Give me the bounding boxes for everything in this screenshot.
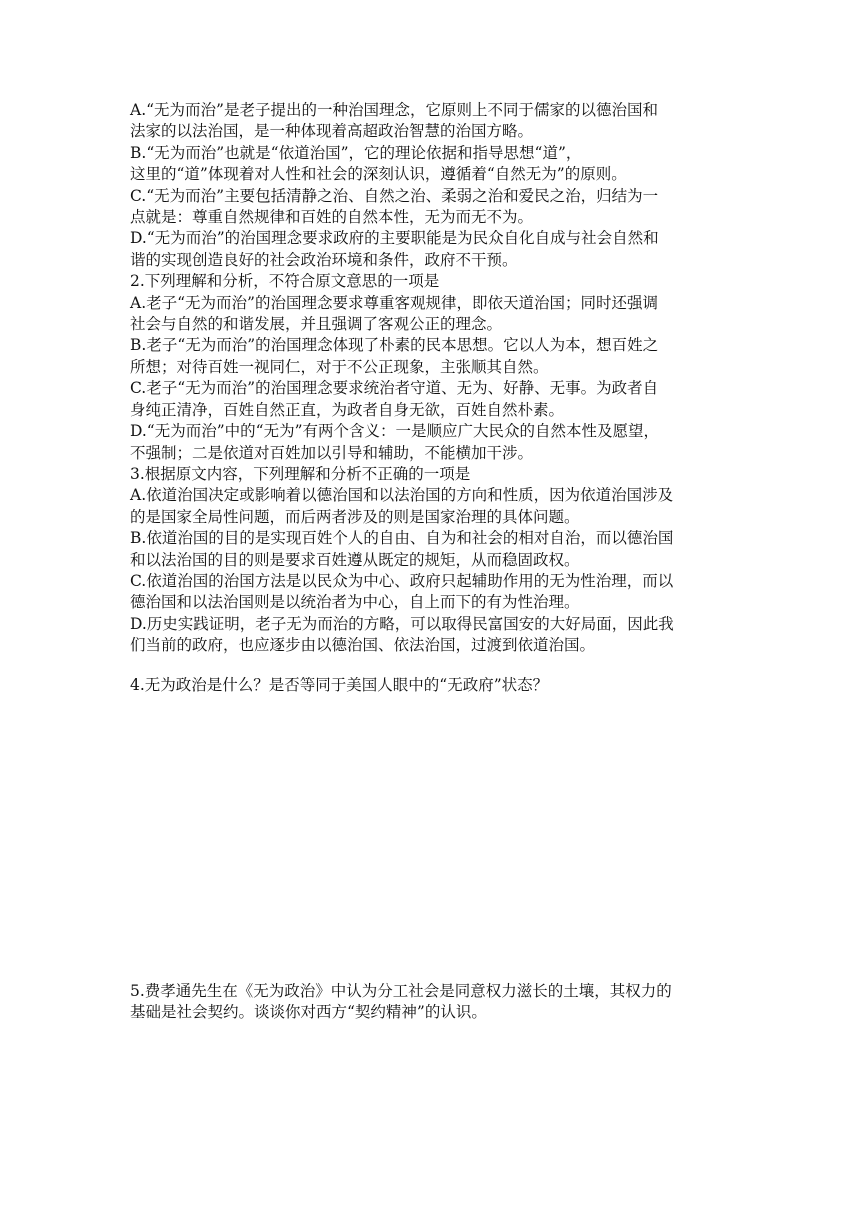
text-line: C.依道治国的治国方法是以民众为中心、政府只起辅助作用的无为性治理，而以 xyxy=(130,571,674,590)
q2-option-d xyxy=(130,421,740,464)
text-line: B.依道治国的目的是实现百姓个人的自由、自为和社会的相对自治，而以德治国 xyxy=(130,529,674,548)
text-line: D.“无为而治”的治国理念要求政府的主要职能是为民众自化自成与社会自然和 xyxy=(130,229,659,248)
text-line: 社会与自然的和谐发展，并且强调了客观公正的理念。 xyxy=(130,315,503,334)
q3-option-a xyxy=(130,485,740,528)
text-line: 德治国和以法治国则是以统治者为中心，自上而下的有为性治理。 xyxy=(130,593,580,612)
text-line: 所想；对待百姓一视同仁，对于不公正现象，主张顺其自然。 xyxy=(130,357,549,376)
q3-option-d xyxy=(130,614,740,657)
q1-option-a xyxy=(130,100,740,143)
q4-stem: 4.无为政治是什么？是否等同于美国人眼中的“无政府”状态？ xyxy=(130,675,549,694)
text-line: C.“无为而治”主要包括清静之治、自然之治、柔弱之治和爱民之治，归结为一 xyxy=(130,186,659,205)
text-line: 和以法治国的目的则是要求百姓遵从既定的规矩，从而稳固政权。 xyxy=(130,550,580,569)
q3-option-b xyxy=(130,528,740,571)
q2-option-a xyxy=(130,293,740,336)
text-line: A.“无为而治”是老子提出的一种治国理念，它原则上不同于儒家的以德治国和 xyxy=(130,101,658,119)
q2-option-c xyxy=(130,378,740,421)
question-text-block xyxy=(130,100,740,1024)
text-line: B.“无为而治”也就是“依道治国”，它的理论依据和指导思想“道”， xyxy=(130,143,582,162)
q5-stem xyxy=(130,981,740,1024)
text-line: C.老子“无为而治”的治国理念要求统治者守道、无为、好静、无事。为政者自 xyxy=(130,379,659,398)
q1-option-b xyxy=(130,143,740,186)
text-line: 点就是：尊重自然规律和百姓的自然本性，无为而无不为。 xyxy=(130,208,534,227)
text-line: 5.费孝通先生在《无为政治》中认为分工社会是同意权力滋长的土壤，其权力的 xyxy=(130,981,672,1000)
text-line: 法家的以法治国，是一种体现着高超政治智慧的治国方略。 xyxy=(130,122,534,141)
text-line: D.“无为而治”中的“无为”有两个含义：一是顺应广大民众的自然本性及愿望， xyxy=(130,422,660,441)
q1-option-c xyxy=(130,186,740,229)
text-line: D.历史实践证明，老子无为而治的方略，可以取得民富国安的大好局面，因此我 xyxy=(130,614,674,633)
q3-stem: 3.根据原文内容，下列理解和分析不正确的一项是 xyxy=(130,464,471,483)
q2-option-b xyxy=(130,335,740,378)
text-line: 们当前的政府，也应逐步由以德治国、依法治国，过渡到依道治国。 xyxy=(130,636,596,655)
q3-option-c xyxy=(130,571,740,614)
text-line: A.依道治国决定或影响着以德治国和以法治国的方向和性质，因为依道治国涉及 xyxy=(130,486,674,505)
spacer xyxy=(130,657,740,675)
text-line: 身纯正清净，百姓自然正直，为政者自身无欲，百姓自然朴素。 xyxy=(130,400,565,419)
text-line: A.老子“无为而治”的治国理念要求尊重客观规律，即依天道治国；同时还强调 xyxy=(130,293,658,312)
q1-option-d xyxy=(130,228,740,271)
text-line: 谐的实现创造良好的社会政治环境和条件，政府不干预。 xyxy=(130,250,518,269)
text-line: 这里的“道”体现着对人性和社会的深刻认识，遵循着“自然无为”的原则。 xyxy=(130,165,627,184)
text-line: 不强制；二是依道对百姓加以引导和辅助，不能横加干涉。 xyxy=(130,443,534,462)
text-line: B.老子“无为而治”的治国理念体现了朴素的民本思想。它以人为本，想百姓之 xyxy=(130,336,659,355)
text-line: 的是国家全局性问题，而后两者涉及的则是国家治理的具体问题。 xyxy=(130,507,580,526)
answer-space-q4 xyxy=(130,696,740,981)
q2-stem: 2.下列理解和分析，不符合原文意思的一项是 xyxy=(130,272,440,291)
text-line: 基础是社会契约。谈谈你对西方“契约精神”的认识。 xyxy=(130,1003,487,1022)
